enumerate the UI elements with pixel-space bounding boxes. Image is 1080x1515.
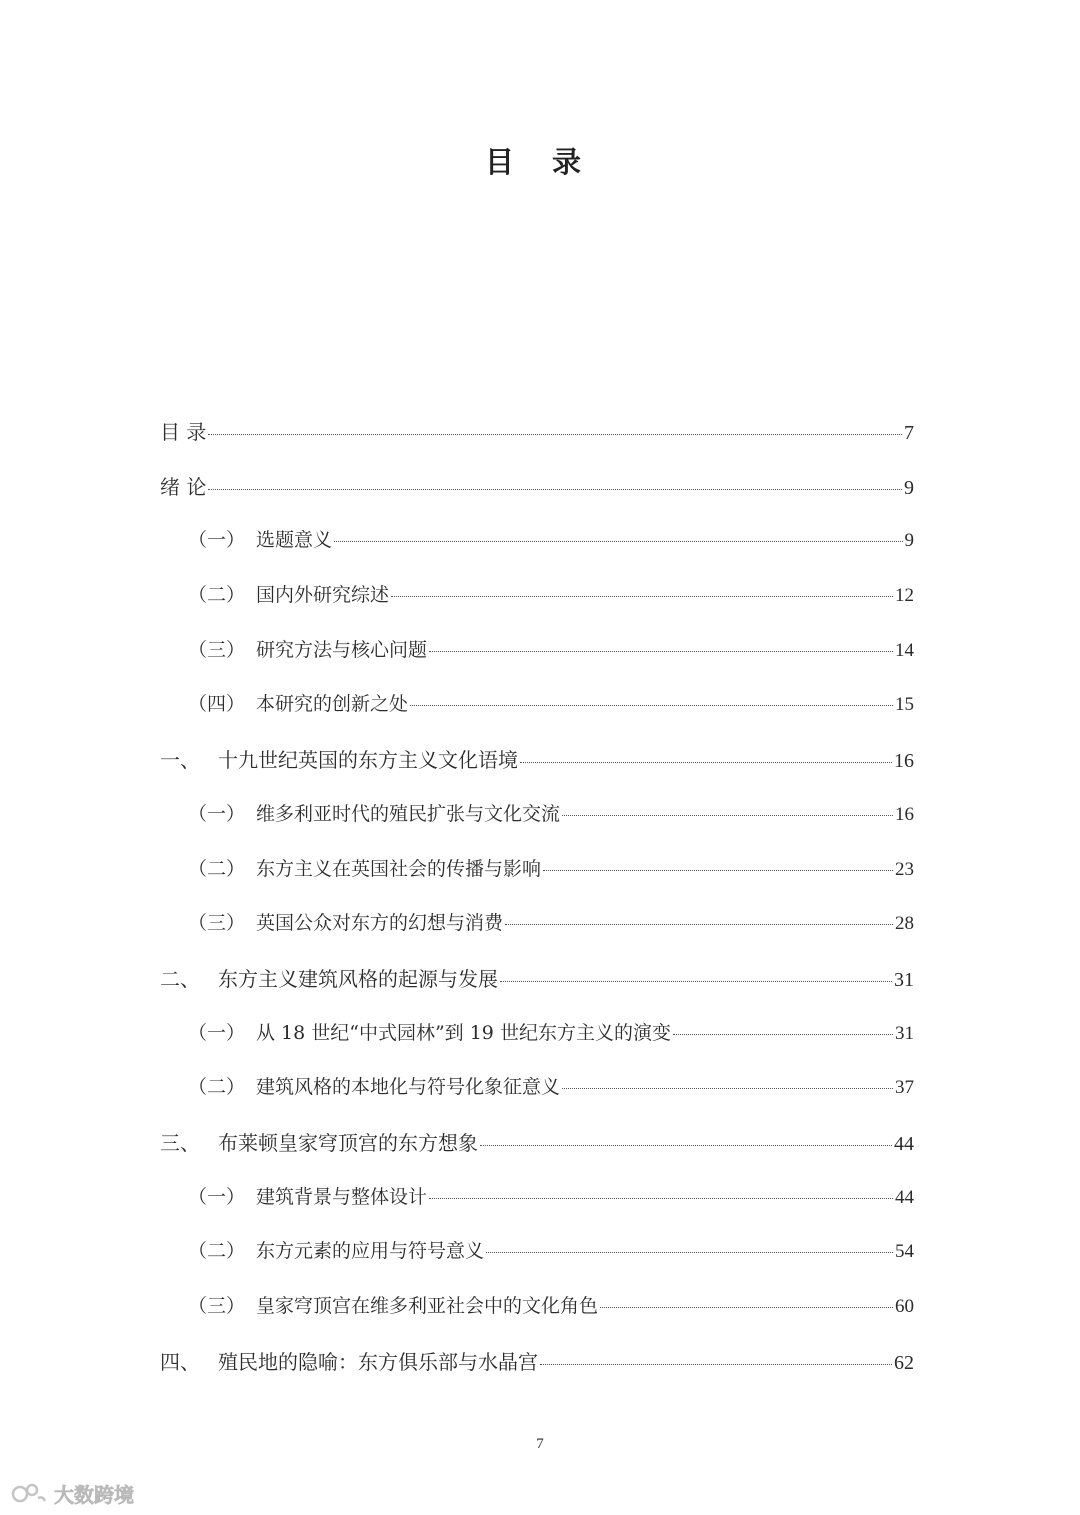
- toc-dot-leader: [543, 870, 893, 871]
- toc-entry-number: （二）: [188, 1076, 246, 1099]
- toc-entry[interactable]: [160, 1346, 914, 1401]
- brand-logo-icon: [10, 1478, 48, 1508]
- toc-dot-leader: [600, 1307, 893, 1308]
- toc-entry-page: 14: [895, 639, 914, 661]
- toc-entry-number: （三）: [188, 912, 246, 935]
- toc-entry-number: （一）: [188, 529, 246, 552]
- toc-entry-page: 16: [894, 750, 914, 773]
- toc-entry-page: 16: [895, 803, 914, 825]
- toc-entry-title: 东方元素的应用与符号意义: [256, 1240, 485, 1263]
- toc-entry[interactable]: [160, 689, 914, 744]
- toc-entry-page: 37: [895, 1077, 914, 1099]
- toc-entry-page: 28: [895, 913, 914, 935]
- toc-entry-page: 15: [895, 694, 914, 716]
- toc-entry-title: 东方主义在英国社会的传播与影响: [256, 857, 542, 880]
- toc-entry[interactable]: [160, 525, 914, 580]
- toc-dot-leader: [391, 596, 893, 597]
- watermark-text: 大数跨境: [54, 1482, 134, 1507]
- watermark: [10, 1478, 134, 1508]
- toc-entry[interactable]: [160, 471, 914, 526]
- toc-entry[interactable]: [160, 1182, 914, 1237]
- toc-dot-leader: [540, 1364, 892, 1365]
- toc-entry-page: 62: [894, 1351, 914, 1374]
- toc-dot-leader: [486, 1252, 893, 1253]
- toc-entry-number: 一、: [160, 748, 200, 773]
- toc-entry-page: 44: [895, 1186, 914, 1208]
- toc-entry-title: 本研究的创新之处: [256, 693, 409, 716]
- page-number: 7: [536, 1436, 544, 1452]
- toc-entry-title: 选题意义: [256, 529, 333, 552]
- toc-entry-title: 国内外研究综述: [256, 584, 390, 607]
- toc-entry-title: 绪 论: [160, 474, 207, 499]
- toc-dot-leader: [520, 762, 892, 763]
- toc-entry-number: （二）: [188, 1240, 246, 1263]
- toc-entry-title: 布莱顿皇家穹顶宫的东方想象: [218, 1130, 478, 1155]
- toc-dot-leader: [673, 1034, 893, 1035]
- toc-entry-number: （一）: [188, 802, 246, 825]
- toc-dot-leader: [334, 541, 902, 542]
- toc-entry[interactable]: [160, 1236, 914, 1291]
- toc-entry[interactable]: [160, 1291, 914, 1346]
- toc-dot-leader: [208, 489, 902, 490]
- toc-dot-leader: [562, 1088, 893, 1089]
- toc-entry[interactable]: [160, 744, 914, 799]
- toc-entry-page: 9: [904, 476, 914, 499]
- toc-entry-number: 四、: [160, 1349, 200, 1374]
- toc-dot-leader: [500, 981, 892, 982]
- toc-entry-page: 9: [904, 530, 914, 552]
- toc-dot-leader: [480, 1145, 892, 1146]
- toc-entry-number: （四）: [188, 693, 246, 716]
- toc-entry-title: 英国公众对东方的幻想与消费: [256, 912, 504, 935]
- toc-entry-title: 维多利亚时代的殖民扩张与文化交流: [256, 802, 561, 825]
- toc-entry-title: 十九世纪英国的东方主义文化语境: [218, 748, 518, 773]
- toc-entry-title: 东方主义建筑风格的起源与发展: [218, 966, 498, 991]
- toc-entry-page: 7: [904, 422, 914, 444]
- toc-entry[interactable]: [160, 1018, 914, 1073]
- toc-dot-leader: [208, 434, 902, 435]
- toc-entry-page: 12: [895, 585, 914, 607]
- toc-entry[interactable]: [160, 799, 914, 854]
- toc-entry[interactable]: [160, 854, 914, 909]
- toc-entry-page: 23: [895, 858, 914, 880]
- toc-entry-title: 建筑风格的本地化与符号化象征意义: [256, 1076, 561, 1099]
- toc-entry[interactable]: [160, 908, 914, 963]
- page-title: 目 录: [484, 145, 596, 179]
- toc-entry-number: （三）: [188, 1295, 246, 1317]
- toc-entry-title: 殖民地的隐喻：东方俱乐部与水晶宫: [218, 1349, 538, 1374]
- toc-dot-leader: [429, 651, 893, 652]
- toc-dot-leader: [410, 705, 893, 706]
- toc-entry-title: 皇家穹顶宫在维多利亚社会中的文化角色: [256, 1295, 599, 1317]
- toc-entry-title: 目 录: [160, 420, 207, 444]
- table-of-contents: [160, 416, 914, 1400]
- toc-entry-number: 二、: [160, 966, 200, 991]
- toc-entry-number: （一）: [188, 1185, 246, 1208]
- toc-dot-leader: [429, 1198, 893, 1199]
- toc-entry-page: 60: [895, 1296, 914, 1317]
- toc-entry-number: （二）: [188, 857, 246, 880]
- toc-entry-number: （一）: [188, 1021, 246, 1044]
- toc-entry-title: 建筑背景与整体设计: [256, 1185, 428, 1208]
- toc-entry-page: 54: [895, 1241, 914, 1263]
- toc-entry[interactable]: [160, 963, 914, 1018]
- toc-entry-title: 从 18 世纪“中式园林”到 19 世纪东方主义的演变: [256, 1021, 671, 1044]
- toc-dot-leader: [562, 815, 893, 816]
- toc-entry-page: 44: [894, 1132, 914, 1155]
- toc-entry-number: 三、: [160, 1130, 200, 1155]
- toc-entry[interactable]: [160, 635, 914, 690]
- toc-entry[interactable]: [160, 1127, 914, 1182]
- toc-entry-page: 31: [894, 968, 914, 991]
- toc-entry-number: （二）: [188, 584, 246, 607]
- toc-dot-leader: [505, 924, 893, 925]
- toc-entry-title: 研究方法与核心问题: [256, 638, 428, 661]
- toc-entry[interactable]: [160, 416, 914, 471]
- toc-entry-page: 31: [895, 1022, 914, 1044]
- toc-entry[interactable]: [160, 1072, 914, 1127]
- toc-entry-number: （三）: [188, 638, 246, 661]
- toc-entry[interactable]: [160, 580, 914, 635]
